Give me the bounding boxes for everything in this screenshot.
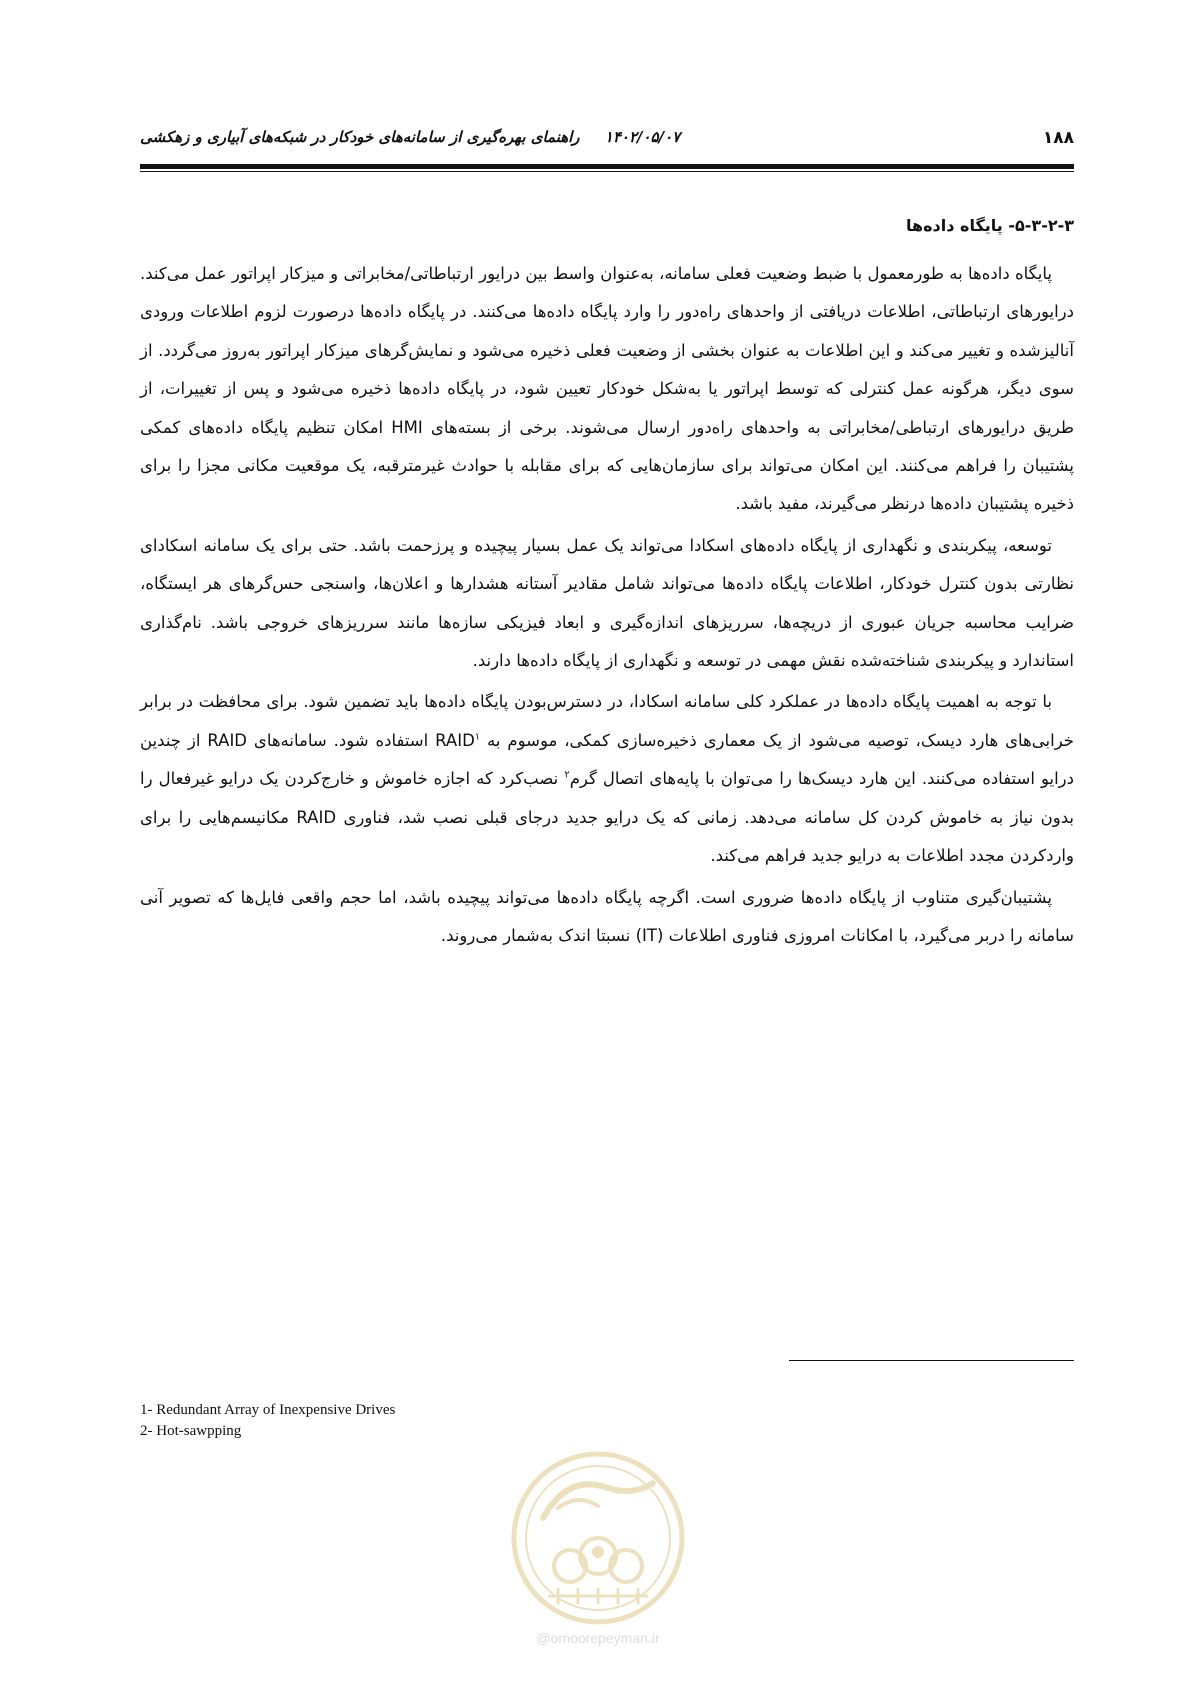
paragraph-text: نصب‌کرد که اجازه خاموش و خارج‌کردن یک درایو غیرفعال را بدون نیاز به خاموش کردن کل سامانه می‌دهد. زمانی که یک درایو جدید درجای قبلی نصب شد، فناوری RAID مکانیسم‌هایی را برای واردکردن مجدد اطلاعات به درایو جدید فراهم می‌کند. [140, 769, 1075, 866]
page-content [140, 216, 1074, 958]
page-number: ۱۸۸ [1042, 128, 1074, 148]
paragraph-text: استفاده شود. سامانه‌های RAID از چندین درایو استفاده می‌کنند. این هارد دیسک‌ها را می‌توان با پایه‌های اتصال گرم [140, 730, 1074, 789]
header-rule-thick [140, 164, 1074, 169]
seal-icon [508, 1448, 688, 1628]
paragraph: پایگاه داده‌ها به طورمعمول با ضبط وضعیت فعلی سامانه، به‌عنوان واسط بین درایور ارتباطاتی/مخابراتی و میزکار اپراتور عمل می‌کند. درایورهای ارتباطاتی، اطلاعات دریافتی از واحدهای راه‌دور را وارد پایگاه داده‌ها می‌کنند. در پایگاه داده‌ها درصورت لزوم اطلاعات ورودی آنالیزشده و تغییر می‌کند و این اطلاعات به عنوان بخشی از وضعیت فعلی ذخیره می‌شود و نمایش‌گرهای میزکار اپراتور به‌روز می‌گردد. از سوی دیگر، هرگونه عمل کنترلی که توسط اپراتور یا به‌شکل خودکار تعیین شود، در پایگاه داده‌ها ذخیره می‌شود و پس از تغییرات، از طریق درایورهای ارتباطی/مخابراتی به واحدهای راه‌دور ارسال می‌شوند. برخی از بسته‌های HMI امکان تنظیم پایگاه داده‌های کمکی پشتیبان را فراهم می‌کنند. این امکان می‌تواند برای سازمان‌هایی که برای مقابله با حوادث غیرمترقبه، یک موقعیت مکانی مجزا را برای ذخیره پشتیبان داده‌ها درنظر می‌گیرند، مفید باشد. [140, 264, 1074, 514]
watermark-logo [508, 1448, 688, 1658]
watermark-text: @omoorepeyman.ir [536, 1630, 660, 1646]
section-heading: ۵-۳-۲-۳- پایگاه داده‌ها [906, 216, 1074, 235]
footnote-ref: ۱ [474, 731, 481, 743]
page-header [140, 128, 1074, 158]
book-title: راهنمای بهره‌گیری از سامانه‌های خودکار در شبکه‌های آبیاری و زهکشی [140, 128, 580, 146]
paragraph [140, 683, 1074, 875]
paragraph-text: با توجه به اهمیت پایگاه داده‌ها در عملکرد کلی سامانه اسکادا، در دسترس‌بودن پایگاه داده‌ها باید تضمین شود. برای محافظت در برابر خرابی‌های هارد دیسک، توصیه می‌شود از یک معماری ذخیره‌سازی کمکی، موسوم به RAID [140, 692, 1074, 750]
footnote-ref: ۲ [564, 769, 570, 781]
footnote: 1- Redundant Array of Inexpensive Drives [140, 1402, 396, 1418]
header-date: ۱۴۰۲/۰۵/۰۷ [604, 128, 681, 146]
running-title [140, 128, 680, 146]
footnotes [140, 1400, 395, 1442]
paragraph: توسعه، پیکربندی و نگهداری از پایگاه داده‌های اسکادا می‌تواند یک عمل بسیار پیچیده و پرزحمت باشد. حتی برای یک سامانه اسکادای نظارتی بدون کنترل خودکار، اطلاعات پایگاه داده‌ها می‌تواند شامل مقادیر آستانه هشدارها و اعلان‌ها، واسنجی حس‌گرهای هر ایستگاه، ضرایب محاسبه جریان عبوری از دریچه‌ها، سرریزهای اندازه‌گیری و ابعاد فیزیکی سازه‌ها مانند سرریزهای خروجی باشد. نام‌گذاری استاندارد و پیکربندی شناخته‌شده نقش مهمی در توسعه و نگهداری از پایگاه داده‌ها دارند. [140, 535, 1074, 671]
footnote: 2- Hot-sawpping [140, 1423, 242, 1439]
header-rule-thin [140, 171, 1074, 172]
paragraph: پشتیبان‌گیری متناوب از پایگاه داده‌ها ضروری است. اگرچه پایگاه داده‌ها می‌تواند پیچیده باشد، اما حجم واقعی فایل‌ها که تصویر آنی سامانه را دربر می‌گیرد، با امکانات امروزی فناوری اطلاعات (IT) نسبتا اندک به‌شمار می‌روند. [140, 887, 1074, 945]
footnote-separator [789, 1360, 1074, 1361]
